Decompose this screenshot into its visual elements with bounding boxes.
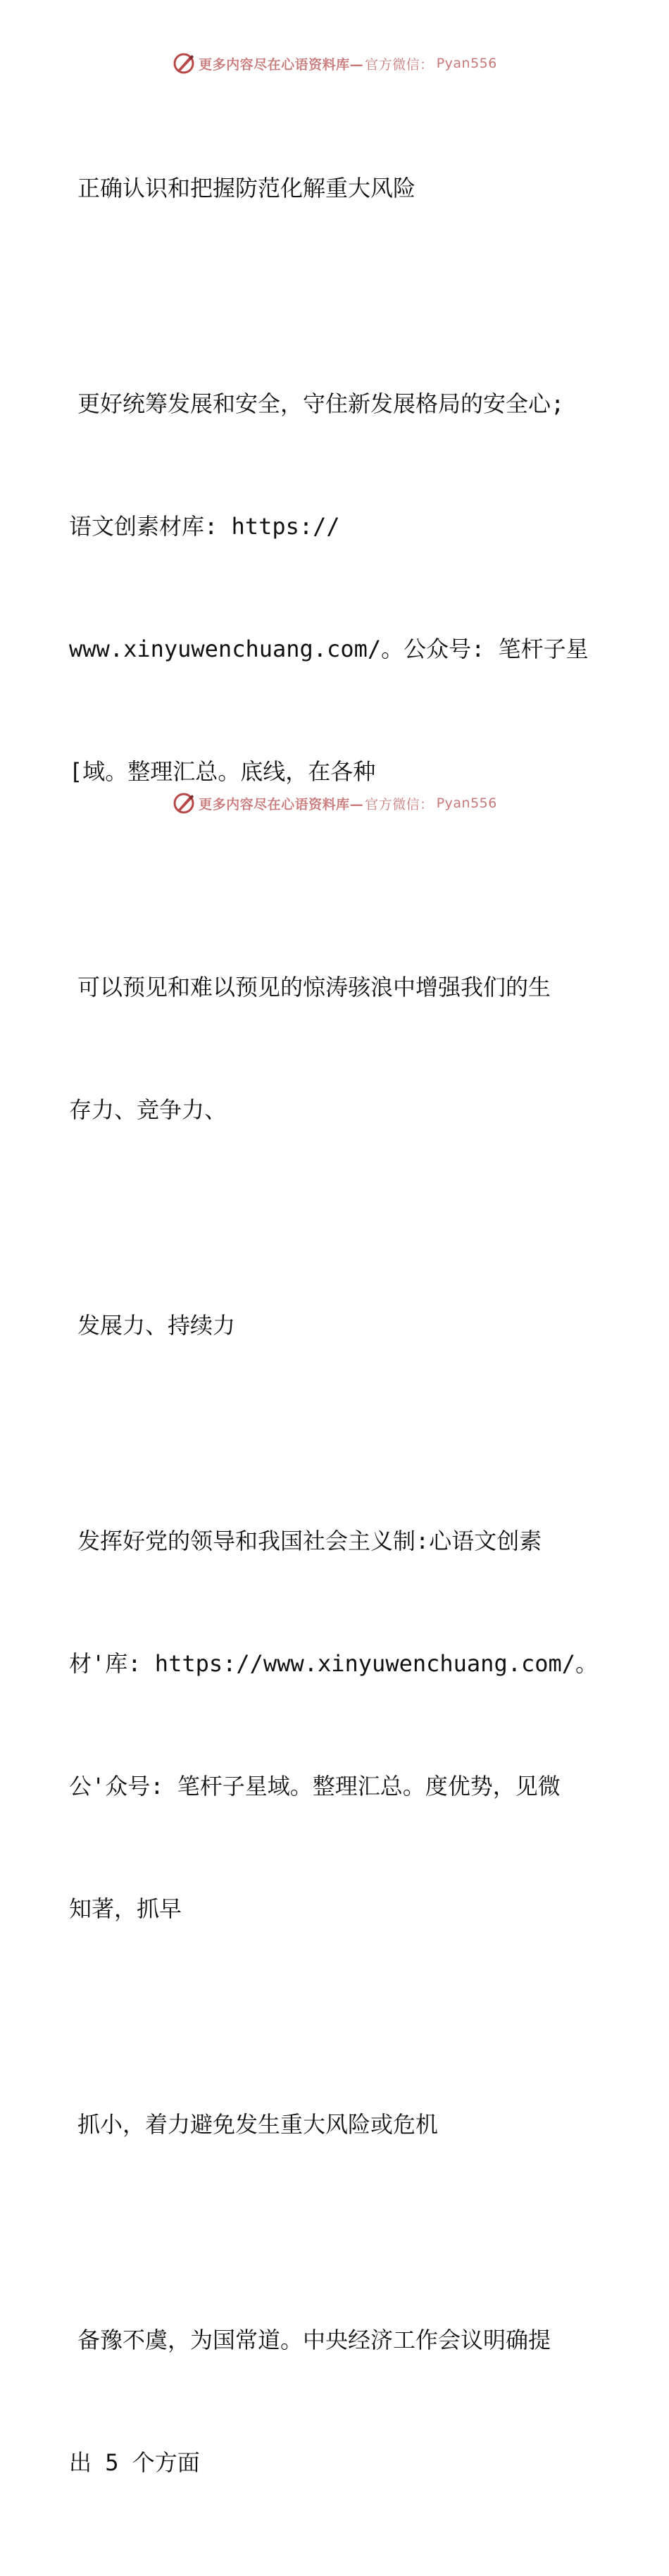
text-line: 备豫不虞，为国常道。中央经济工作会议明确提 [77, 2327, 551, 2353]
banner-text: 更多内容尽在心语资料库— [199, 56, 364, 73]
text-line: 出 5 个方面 [69, 2449, 200, 2476]
banner-wechat-label: 官方微信： [365, 56, 434, 73]
text-line: 知著，抓早 [69, 1895, 182, 1922]
banner-wechat-label: 官方微信： [365, 796, 434, 812]
footer-banner [0, 789, 669, 817]
text-line: 公'众号: 笔杆子星域。整理汇总。度优势，见微 [69, 1773, 561, 1800]
text-line: 可以预见和难以预见的惊涛骇浪中增强我们的生 [77, 974, 551, 1001]
banner-text: 更多内容尽在心语资料库— [199, 796, 364, 812]
text-line: 发展力、持续力 [77, 1312, 236, 1339]
text-line: 发挥好党的领导和我国社会主义制:心语文创素 [77, 1528, 542, 1554]
paragraph [69, 2238, 604, 2565]
text-line: 存力、竞争力、 [69, 1096, 227, 1123]
document-body [69, 86, 604, 2576]
header-banner [0, 49, 669, 78]
text-line: 语文创素材库: https:// [69, 513, 340, 540]
paragraph [69, 1439, 604, 2011]
paragraph [69, 2022, 604, 2227]
text-line: [域。整理汇总。底线，在各种 [69, 758, 376, 785]
text-line: 材'库: https://www.xinyuwenchuang.com/。 [69, 1650, 599, 1677]
banner-wechat-id: Pyan556 [436, 56, 497, 71]
pen-logo-icon [172, 51, 196, 75]
paragraph [69, 885, 604, 1212]
banner-wechat-id: Pyan556 [436, 795, 497, 811]
paragraph [69, 86, 604, 290]
paragraph [69, 302, 604, 874]
text-line: 更好统筹发展和安全，守住新发展格局的安全心; [77, 390, 565, 417]
text-line: 抓小，着力避免发生重大风险或危机 [77, 2111, 439, 2138]
pen-logo-icon [172, 791, 196, 815]
text-line: 正确认识和把握防范化解重大风险 [77, 175, 416, 202]
paragraph [69, 1223, 604, 1428]
text-line: www.xinyuwenchuang.com/。公众号: 笔杆子星 [69, 636, 589, 662]
